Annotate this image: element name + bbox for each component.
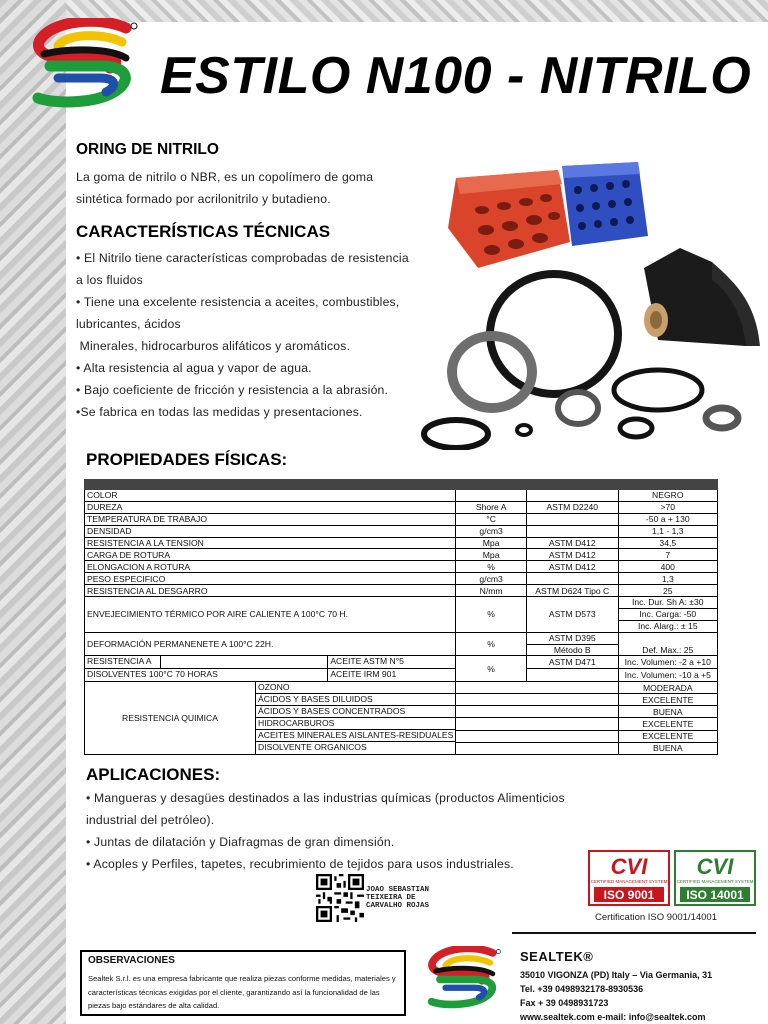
aplicacion-line: • Mangueras y desagües destinados a las industrias químicas (productos Alimenticios bbox=[86, 791, 565, 805]
quimica-name: ÁCIDOS Y BASES DILUIDOS bbox=[256, 694, 455, 706]
caracteristicas-heading: CARACTERÍSTICAS TÉCNICAS bbox=[76, 222, 331, 241]
prop-unit bbox=[456, 490, 527, 502]
aplicaciones-list bbox=[86, 787, 565, 875]
prop-norm bbox=[526, 490, 618, 502]
prop-sub-name: ACEITE ASTM N°5 bbox=[327, 656, 455, 668]
prop-unit: N/mm bbox=[456, 585, 527, 597]
prop-name: RESISTENCIA A LA TENSION bbox=[85, 537, 456, 549]
qr-caption-line: CARVALHO ROJAS bbox=[366, 902, 430, 910]
prop-name: CARGA DE ROTURA bbox=[85, 549, 456, 561]
quimica-value: BUENA bbox=[618, 706, 717, 718]
quimica-name: DISOLVENTE ORGANICOS bbox=[258, 741, 367, 752]
qr-caption bbox=[366, 886, 429, 910]
prop-norm: ASTM D2240 bbox=[526, 501, 618, 513]
prop-norm: ASTM D412 bbox=[526, 537, 618, 549]
quimica-value: EXCELENTE bbox=[618, 694, 717, 706]
cert2-iso: ISO 14001 bbox=[686, 888, 744, 902]
prop-norm: ASTM D573 bbox=[526, 597, 618, 633]
prop-name: TEMPERATURA DE TRABAJO bbox=[85, 513, 456, 525]
prop-norm: ASTM D395 bbox=[526, 632, 618, 644]
sealtek-logo bbox=[30, 18, 142, 110]
prop-value: >70 bbox=[618, 501, 717, 513]
prop-value: Inc. Alarg.: ± 15 bbox=[618, 620, 717, 632]
table-row bbox=[85, 597, 718, 609]
prop-name: COLOR bbox=[85, 490, 456, 502]
caracteristica-line: • Alta resistencia al agua y vapor de agua. bbox=[76, 361, 312, 375]
oring-heading: ORING DE NITRILO bbox=[76, 141, 219, 158]
table-row bbox=[85, 585, 718, 597]
quimica-name: ACEITES MINERALES AISLANTES-RESIDUALES bbox=[258, 729, 454, 740]
prop-name: RESISTENCIA A bbox=[85, 656, 161, 668]
prop-unit: g/cm3 bbox=[456, 573, 527, 585]
quimica-block bbox=[85, 682, 456, 754]
quimica-name: ÁCIDOS Y BASES CONCENTRADOS bbox=[256, 706, 455, 718]
prop-norm: ASTM D412 bbox=[526, 561, 618, 573]
prop-value: -50 a + 130 bbox=[618, 513, 717, 525]
prop-value: 34,5 bbox=[618, 537, 717, 549]
prop-value: Inc. Carga: -50 bbox=[618, 608, 717, 620]
caracteristica-line: lubricantes, ácidos bbox=[76, 317, 181, 331]
prop-value: NEGRO bbox=[618, 490, 717, 502]
caracteristica-line: a los fluidos bbox=[76, 273, 143, 287]
prop-value: 400 bbox=[618, 561, 717, 573]
company-name: SEALTEK® bbox=[520, 949, 594, 964]
oring-text bbox=[76, 166, 373, 210]
table-row bbox=[85, 549, 718, 561]
qr-caption-line: JOAO SEBASTIAN bbox=[366, 886, 430, 894]
quimica-value: EXCELENTE bbox=[618, 718, 717, 730]
prop-value: Inc. Volumen: -2 a +10 bbox=[618, 656, 717, 669]
prop-value: Def. Max.: 25 bbox=[618, 644, 717, 656]
prop-norm: ASTM D471 bbox=[526, 656, 618, 669]
cert-badges-svg bbox=[588, 850, 756, 906]
prop-norm: ASTM D624 Tipo C bbox=[526, 585, 618, 597]
prop-norm bbox=[526, 573, 618, 585]
prop-sub-name: ACEITE IRM 901 bbox=[327, 669, 455, 681]
company-address: 35010 VIGONZA (PD) Italy – Via Germania, 31 bbox=[520, 970, 713, 980]
page-title: ESTILO N100 - NITRILO bbox=[160, 47, 752, 105]
prop-unit: Mpa bbox=[456, 537, 527, 549]
company-contact bbox=[520, 968, 712, 1024]
prop-name: RESISTENCIA AL DESGARRO bbox=[85, 585, 456, 597]
prop-value: 25 bbox=[618, 585, 717, 597]
prop-value-empty bbox=[618, 632, 717, 644]
prop-name: DISOLVENTES 100°C 70 HORAS bbox=[87, 669, 218, 680]
prop-unit: °C bbox=[456, 513, 527, 525]
company-fax: Fax + 39 0498931723 bbox=[520, 998, 609, 1008]
decorative-left-border bbox=[0, 0, 66, 1024]
table-row bbox=[85, 525, 718, 537]
certification-badges bbox=[588, 850, 756, 906]
table-row bbox=[85, 656, 718, 669]
propiedades-heading: PROPIEDADES FÍSICAS: bbox=[86, 450, 288, 469]
caracteristica-line: • Bajo coeficiente de fricción y resistencia a la abrasión. bbox=[76, 383, 389, 397]
prop-norm bbox=[526, 525, 618, 537]
prop-unit: % bbox=[456, 561, 527, 573]
prop-norm: ASTM D412 bbox=[526, 549, 618, 561]
cert1-iso: ISO 9001 bbox=[603, 888, 655, 902]
table-row bbox=[85, 513, 718, 525]
aplicacion-line: • Juntas de dilatación y Diafragmas de gran dimensión. bbox=[86, 835, 395, 849]
prop-norm bbox=[526, 513, 618, 525]
properties-table bbox=[84, 479, 718, 755]
prop-unit: Mpa bbox=[456, 549, 527, 561]
quimica-value: EXCELENTE bbox=[618, 730, 717, 742]
table-header-bar bbox=[85, 480, 718, 490]
table-row bbox=[85, 490, 718, 502]
prop-name: ELONGACION A ROTURA bbox=[85, 561, 456, 573]
product-photo bbox=[412, 150, 764, 450]
prop-name-split bbox=[85, 656, 456, 669]
qr-code bbox=[316, 874, 364, 922]
prop-unit: g/cm3 bbox=[456, 525, 527, 537]
caracteristicas-list bbox=[76, 247, 409, 423]
sealtek-logo-small bbox=[424, 946, 506, 1010]
table-row bbox=[85, 537, 718, 549]
aplicacion-line: industrial del petróleo). bbox=[86, 813, 215, 827]
prop-value: Inc. Volumen: -10 a +5 bbox=[618, 669, 717, 682]
footer-divider bbox=[512, 932, 756, 934]
quimica-name: OZONO bbox=[256, 682, 455, 694]
prop-value: 1,3 bbox=[618, 573, 717, 585]
aplicaciones-heading: APLICACIONES: bbox=[86, 765, 221, 784]
quimica-names bbox=[255, 682, 455, 753]
prop-norm: Método B bbox=[526, 644, 618, 656]
table-row bbox=[85, 669, 718, 682]
caracteristica-line: Minerales, hidrocarburos alifáticos y aromáticos. bbox=[76, 339, 351, 353]
cert2-brand: CVI bbox=[696, 854, 734, 879]
quimica-value: BUENA bbox=[618, 742, 717, 754]
prop-unit: Shore A bbox=[456, 501, 527, 513]
quimica-value: MODERADA bbox=[618, 682, 717, 694]
prop-value: Inc. Dur. Sh A: ±30 bbox=[618, 597, 717, 609]
quimica-name: HIDROCARBUROS bbox=[256, 718, 455, 730]
qr-caption-line: TEIXEIRA DE bbox=[366, 894, 416, 902]
prop-unit: % bbox=[456, 597, 527, 633]
table-row bbox=[85, 682, 718, 694]
prop-unit: % bbox=[456, 632, 527, 656]
prop-value: 7 bbox=[618, 549, 717, 561]
company-tel: Tel. +39 0498932178-8930536 bbox=[520, 984, 644, 994]
table-row bbox=[85, 573, 718, 585]
cert1-brand: CVI bbox=[610, 854, 648, 879]
table-row bbox=[85, 632, 718, 644]
oring-line: La goma de nitrilo o NBR, es un copolímero de goma bbox=[76, 170, 374, 184]
table-row bbox=[85, 501, 718, 513]
caracteristica-line: • El Nitrilo tiene características comprobadas de resistencia bbox=[76, 251, 409, 265]
prop-unit: % bbox=[456, 656, 527, 682]
cert-caption: Certification ISO 9001/14001 bbox=[595, 912, 717, 923]
prop-name-split bbox=[85, 669, 456, 682]
observaciones-body: Sealtek S.r.l. es una empresa fabricante que realiza piezas conforme medidas, materiales y características técnicas exigidas por el cliente, garantizando así la funcionalidad de las piezas bajo estándares de alta calidad. bbox=[88, 974, 396, 1010]
prop-name: DUREZA bbox=[85, 501, 456, 513]
table-row bbox=[85, 561, 718, 573]
cert1-sub: CERTIFIED MANAGEMENT SYSTEM bbox=[590, 879, 668, 884]
aplicacion-line: • Acoples y Perfiles, tapetes, recubrimiento de tejidos para usos industriales. bbox=[86, 857, 514, 871]
company-web-link[interactable]: www.sealtek.com e-mail: info@sealtek.com bbox=[520, 1012, 706, 1022]
prop-name: PESO ESPECIFICO bbox=[85, 573, 456, 585]
prop-name: ENVEJECIMIENTO TÉRMICO POR AIRE CALIENTE A 100°C 70 H. bbox=[85, 597, 456, 633]
prop-name: RESISTENCIA QUIMICA bbox=[122, 712, 218, 723]
observaciones-box bbox=[80, 950, 406, 1016]
observaciones-title: OBSERVACIONES bbox=[88, 955, 175, 966]
prop-norm-empty bbox=[526, 669, 618, 682]
caracteristica-line: •Se fabrica en todas las medidas y presentaciones. bbox=[76, 405, 363, 419]
caracteristica-line: • Tiene una excelente resistencia a aceites, combustibles, bbox=[76, 295, 400, 309]
prop-name: DENSIDAD bbox=[85, 525, 456, 537]
oring-line: sintética formado por acrilonitrilo y butadieno. bbox=[76, 192, 331, 206]
cert2-sub: CERTIFIED MANAGEMENT SYSTEM bbox=[676, 879, 754, 884]
prop-value: 1,1 - 1,3 bbox=[618, 525, 717, 537]
prop-name: DEFORMACIÓN PERMANENETE A 100°C 22H. bbox=[85, 632, 456, 656]
